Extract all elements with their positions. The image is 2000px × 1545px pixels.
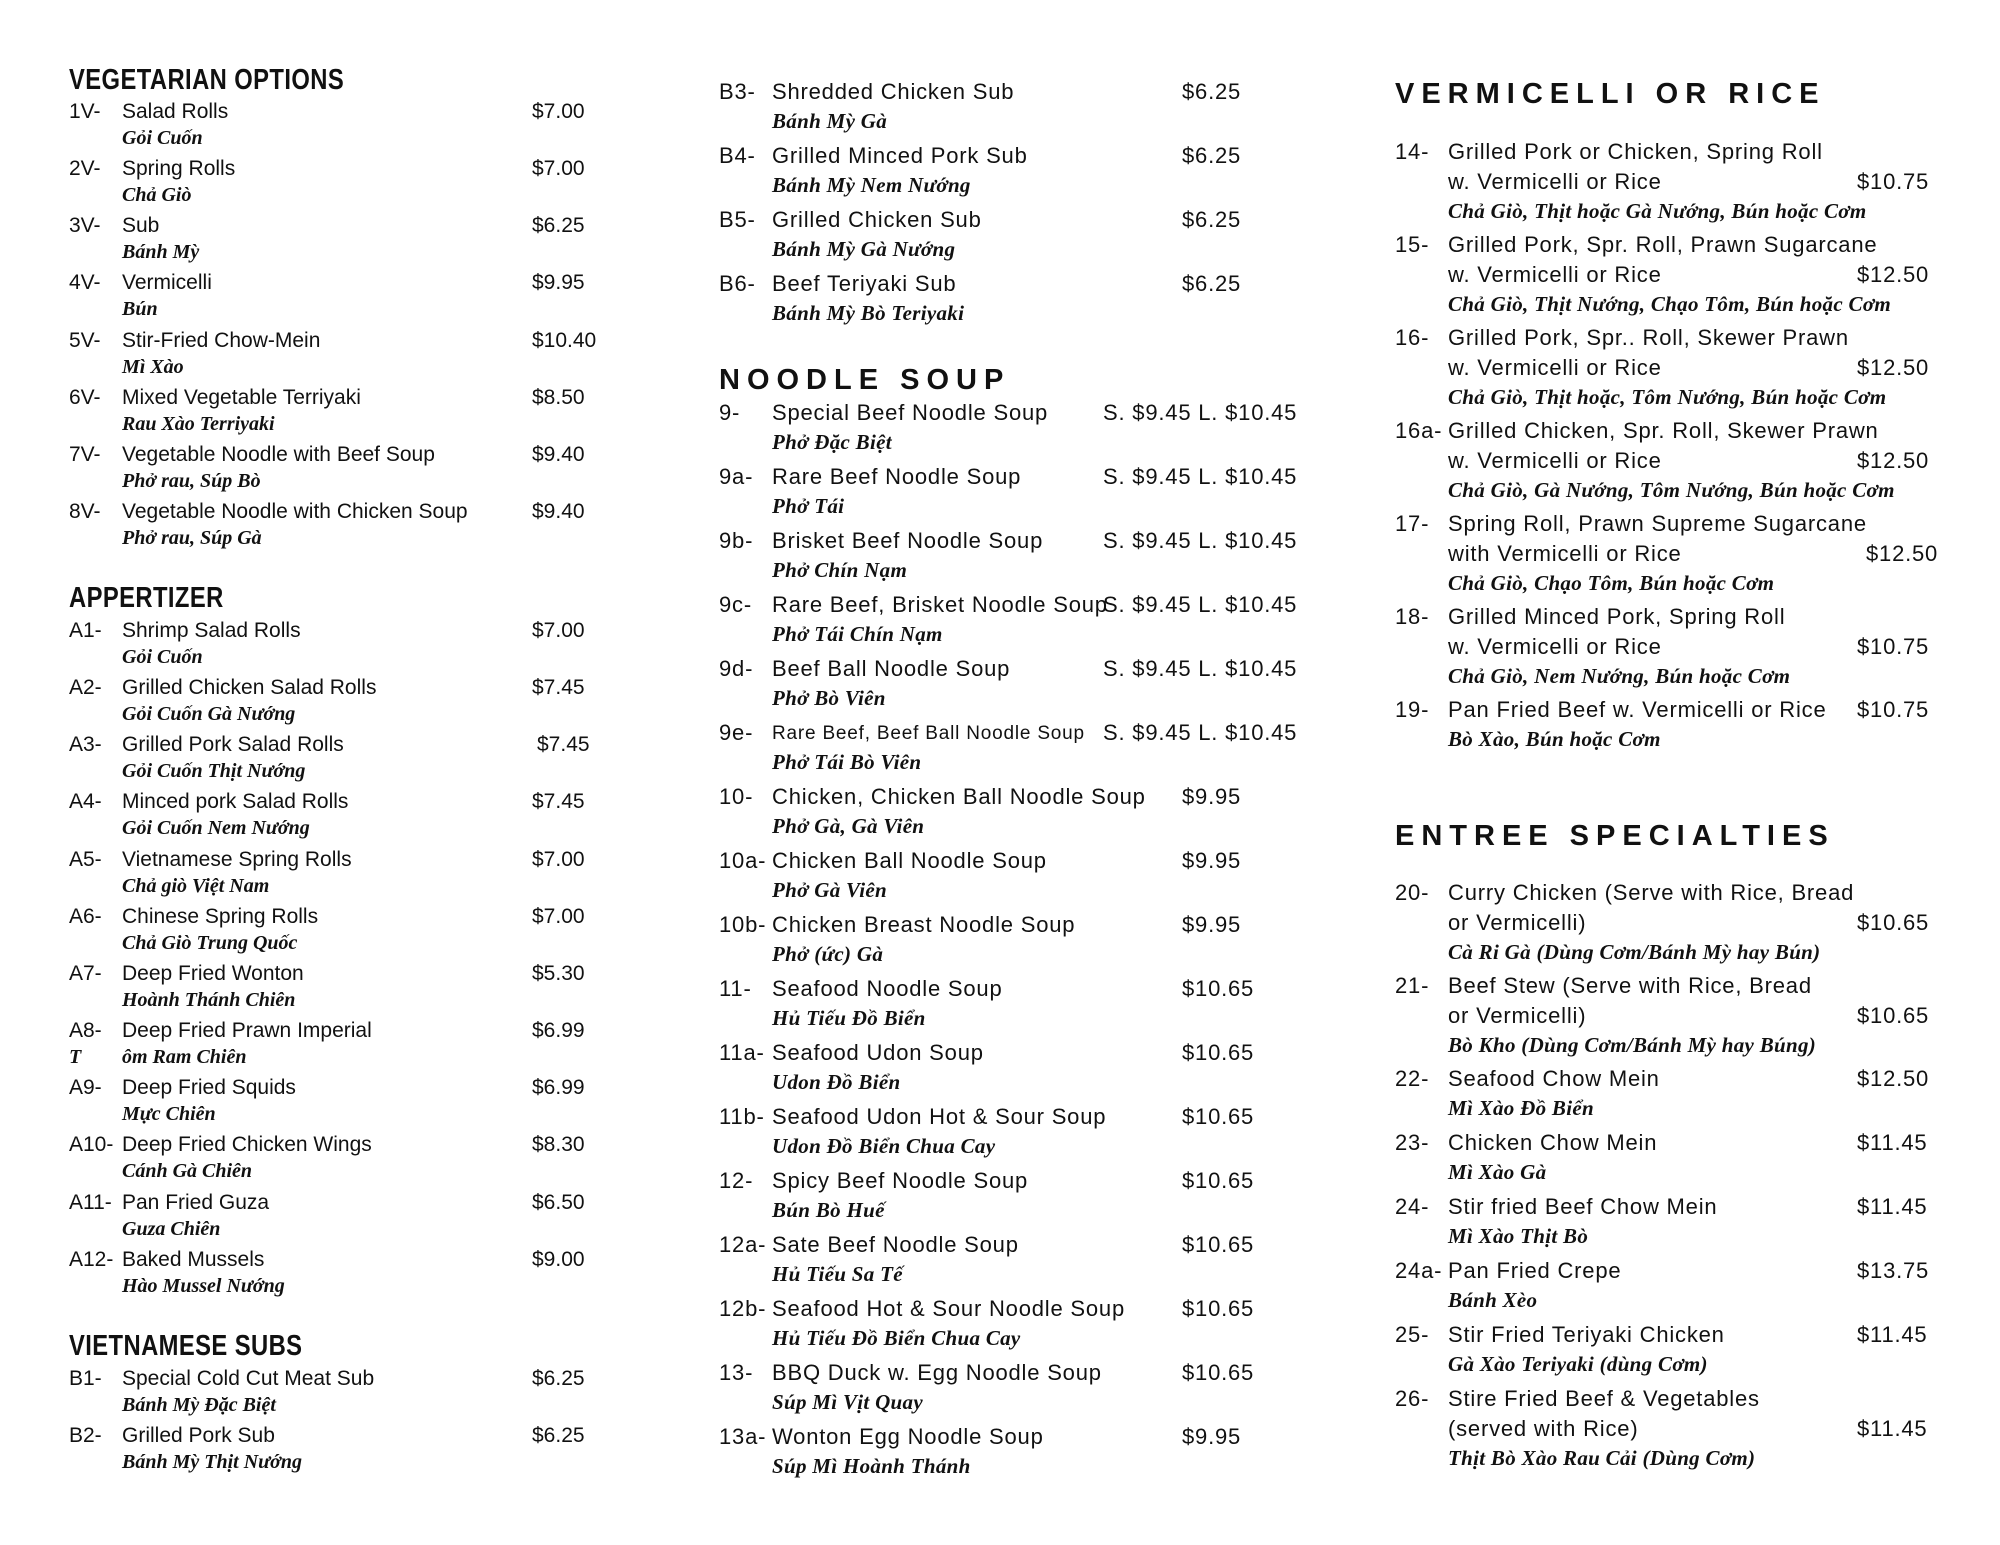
item-vietnamese-name: Bánh Mỳ Bò Teriyaki bbox=[772, 301, 965, 325]
item-name: Grilled Chicken Sub bbox=[772, 207, 982, 232]
item-number: 10a- bbox=[719, 848, 767, 873]
item-vietnamese-name: Phở (ức) Gà bbox=[772, 942, 884, 966]
item-number: A8- bbox=[69, 1019, 102, 1042]
item-vietnamese-name: Bánh Mỳ Gà Nướng bbox=[772, 237, 956, 261]
item-price: $8.50 bbox=[532, 386, 585, 409]
item-vietnamese-name: Mì Xào Gà bbox=[1448, 1160, 1547, 1184]
item-price: $10.65 bbox=[1182, 1360, 1255, 1385]
item-name: Stire Fried Beef & Vegetables bbox=[1448, 1386, 1760, 1411]
item-vietnamese-name: Bánh Mỳ Đặc Biệt bbox=[122, 1394, 276, 1416]
item-price: $13.75 bbox=[1857, 1258, 1930, 1283]
item-number: 1V- bbox=[69, 100, 101, 123]
item-number: B1- bbox=[69, 1367, 102, 1390]
item-name: Grilled Pork or Chicken, Spring Roll bbox=[1448, 139, 1823, 164]
item-vietnamese-name: Bánh Xèo bbox=[1448, 1288, 1538, 1312]
item-name: Deep Fried Wonton bbox=[122, 962, 304, 985]
item-name: Shredded Chicken Sub bbox=[772, 79, 1015, 104]
item-price: $11.45 bbox=[1857, 1322, 1928, 1347]
item-price: $7.45 bbox=[532, 790, 585, 813]
item-name: Seafood Hot & Sour Noodle Soup bbox=[772, 1296, 1126, 1321]
item-vietnamese-name: Hào Mussel Nướng bbox=[122, 1275, 285, 1297]
item-name: Shrimp Salad Rolls bbox=[122, 619, 301, 642]
item-vietnamese-name: Udon Đồ Biển Chua Cay bbox=[772, 1134, 996, 1158]
item-vietnamese-name: Chả Giò, Thịt Nướng, Chạo Tôm, Bún hoặc Cơm bbox=[1448, 292, 1892, 316]
item-name: Rare Beef, Beef Ball Noodle Soup bbox=[772, 723, 1085, 744]
item-vietnamese-name: Bún bbox=[122, 298, 158, 320]
item-vietnamese-name: Phở Tái Bò Viên bbox=[772, 750, 922, 774]
item-number: 17- bbox=[1395, 511, 1430, 536]
item-vietnamese-name: Súp Mì Vịt Quay bbox=[772, 1390, 923, 1414]
item-number: 12- bbox=[719, 1168, 754, 1193]
item-price: S. $9.45 L. $10.45 bbox=[1103, 464, 1298, 489]
item-name: Chicken Breast Noodle Soup bbox=[772, 912, 1076, 937]
item-price: $10.75 bbox=[1857, 169, 1930, 194]
item-number: 14- bbox=[1395, 139, 1430, 164]
item-price: S. $9.45 L. $10.45 bbox=[1103, 400, 1298, 425]
section-title-noodle-soup: NOODLE SOUP bbox=[719, 364, 1011, 396]
item-number: 21- bbox=[1395, 973, 1430, 998]
item-number: 10b- bbox=[719, 912, 767, 937]
item-vietnamese-name: Chả Giò, Thịt hoặc, Tôm Nướng, Bún hoặc Cơm bbox=[1448, 385, 1887, 409]
item-vietnamese-name: Gà Xào Teriyaki (dùng Cơm) bbox=[1448, 1352, 1708, 1376]
item-name: Mixed Vegetable Terriyaki bbox=[122, 386, 361, 409]
item-vietnamese-name: Thịt Bò Xào Rau Cải (Dùng Cơm) bbox=[1448, 1446, 1756, 1470]
item-price: S. $9.45 L. $10.45 bbox=[1103, 656, 1298, 681]
item-name: Deep Fried Chicken Wings bbox=[122, 1133, 372, 1156]
item-number: 13a- bbox=[719, 1424, 767, 1449]
item-number: 10- bbox=[719, 784, 754, 809]
item-vietnamese-name: Cà Ri Gà (Dùng Cơm/Bánh Mỳ hay Bún) bbox=[1448, 940, 1821, 964]
item-price: $10.65 bbox=[1182, 1296, 1255, 1321]
item-number: 3V- bbox=[69, 214, 101, 237]
item-price: $10.65 bbox=[1182, 1168, 1255, 1193]
item-name: Grilled Pork, Spr.. Roll, Skewer Prawn bbox=[1448, 325, 1849, 350]
item-price: $9.95 bbox=[1182, 848, 1242, 873]
item-vietnamese-name: Hủ Tiếu Sa Tế bbox=[772, 1262, 903, 1286]
item-price: $7.45 bbox=[532, 676, 585, 699]
item-vietnamese-name: Chả Giò, Thịt hoặc Gà Nướng, Bún hoặc Cơm bbox=[1448, 199, 1867, 223]
item-name: Beef Stew (Serve with Rice, Bread bbox=[1448, 973, 1812, 998]
item-name-line-2: w. Vermicelli or Rice bbox=[1448, 634, 1662, 659]
item-price: $7.00 bbox=[532, 157, 585, 180]
item-vietnamese-name: Guza Chiên bbox=[122, 1218, 221, 1240]
item-vietnamese-name: Bánh Mỳ Thịt Nướng bbox=[122, 1451, 302, 1473]
item-name: BBQ Duck w. Egg Noodle Soup bbox=[772, 1360, 1102, 1385]
item-name-line-2: w. Vermicelli or Rice bbox=[1448, 169, 1662, 194]
item-name: Vermicelli bbox=[122, 271, 212, 294]
item-number: 19- bbox=[1395, 697, 1430, 722]
item-number: A7- bbox=[69, 962, 102, 985]
item-price: $12.50 bbox=[1857, 448, 1930, 473]
item-number: 24a- bbox=[1395, 1258, 1443, 1283]
item-name: Seafood Udon Hot & Sour Soup bbox=[772, 1104, 1107, 1129]
item-name: Chicken, Chicken Ball Noodle Soup bbox=[772, 784, 1146, 809]
item-name: Grilled Pork Sub bbox=[122, 1424, 275, 1447]
item-price: $7.00 bbox=[532, 619, 585, 642]
item-name: Spring Roll, Prawn Supreme Sugarcane bbox=[1448, 511, 1867, 536]
item-vietnamese-name: Bánh Mỳ Gà bbox=[772, 109, 888, 133]
item-name: Pan Fried Crepe bbox=[1448, 1258, 1622, 1283]
item-price: $11.45 bbox=[1857, 1194, 1928, 1219]
item-name: Grilled Pork Salad Rolls bbox=[122, 733, 344, 756]
section-title-vegetarian: VEGETARIAN OPTIONS bbox=[69, 64, 345, 96]
item-number: 11b- bbox=[719, 1104, 765, 1129]
section-title-entree-specialties: ENTREE SPECIALTIES bbox=[1395, 820, 1835, 852]
item-number: 9d- bbox=[719, 656, 754, 681]
item-name: Special Beef Noodle Soup bbox=[772, 400, 1049, 425]
item-number: B6- bbox=[719, 271, 756, 296]
item-vietnamese-name: Mì Xào Thịt Bò bbox=[1448, 1224, 1589, 1248]
item-price: $6.25 bbox=[1182, 143, 1242, 168]
item-vietnamese-name: Súp Mì Hoành Thánh bbox=[772, 1454, 971, 1478]
item-vietnamese-name: Mì Xào bbox=[122, 356, 184, 378]
item-number: A10- bbox=[69, 1133, 114, 1156]
item-name: Grilled Pork, Spr. Roll, Prawn Sugarcane bbox=[1448, 232, 1878, 257]
item-vietnamese-name: ôm Ram Chiên bbox=[122, 1046, 247, 1068]
item-price: $6.25 bbox=[532, 214, 585, 237]
item-price: $12.50 bbox=[1857, 262, 1930, 287]
item-number: 15- bbox=[1395, 232, 1430, 257]
item-vietnamese-prefix: T bbox=[69, 1046, 82, 1068]
item-price: $6.25 bbox=[532, 1367, 585, 1390]
item-number: 5V- bbox=[69, 329, 101, 352]
item-name: Minced pork Salad Rolls bbox=[122, 790, 349, 813]
item-number: B4- bbox=[719, 143, 756, 168]
item-number: A1- bbox=[69, 619, 102, 642]
item-number: A9- bbox=[69, 1076, 102, 1099]
item-vietnamese-name: Gỏi Cuốn Nem Nướng bbox=[122, 817, 310, 839]
item-number: 16a- bbox=[1395, 418, 1443, 443]
item-name: Chicken Chow Mein bbox=[1448, 1130, 1658, 1155]
item-name: Seafood Chow Mein bbox=[1448, 1066, 1660, 1091]
item-name: Deep Fried Squids bbox=[122, 1076, 296, 1099]
item-name: Stir fried Beef Chow Mein bbox=[1448, 1194, 1718, 1219]
item-price: $8.30 bbox=[532, 1133, 585, 1156]
item-vietnamese-name: Phở rau, Súp Bò bbox=[122, 470, 261, 492]
item-number: A11- bbox=[69, 1191, 112, 1214]
item-vietnamese-name: Bò Kho (Dùng Cơm/Bánh Mỳ hay Búng) bbox=[1448, 1033, 1817, 1057]
item-vietnamese-name: Chả giò Việt Nam bbox=[122, 875, 270, 897]
item-price: $12.50 bbox=[1866, 541, 1939, 566]
item-price: $5.30 bbox=[532, 962, 585, 985]
item-name: Pan Fried Beef w. Vermicelli or Rice bbox=[1448, 697, 1827, 722]
item-number: 24- bbox=[1395, 1194, 1430, 1219]
item-vietnamese-name: Hủ Tiếu Đồ Biển Chua Cay bbox=[772, 1326, 1021, 1350]
item-name-line-2: with Vermicelli or Rice bbox=[1448, 541, 1682, 566]
item-name: Pan Fried Guza bbox=[122, 1191, 270, 1214]
item-price: $7.00 bbox=[532, 905, 585, 928]
item-name: Chinese Spring Rolls bbox=[122, 905, 319, 928]
item-price: S. $9.45 L. $10.45 bbox=[1103, 720, 1298, 745]
item-vietnamese-name: Chả Giò Trung Quốc bbox=[122, 932, 298, 954]
item-number: 25- bbox=[1395, 1322, 1430, 1347]
item-price: $6.25 bbox=[1182, 207, 1242, 232]
item-price: $11.45 bbox=[1857, 1416, 1928, 1441]
item-name: Salad Rolls bbox=[122, 100, 229, 123]
item-price: $10.65 bbox=[1182, 976, 1255, 1001]
item-number: 9b- bbox=[719, 528, 754, 553]
item-price: $9.40 bbox=[532, 443, 585, 466]
item-vietnamese-name: Phở Tái bbox=[772, 494, 845, 518]
item-number: 7V- bbox=[69, 443, 101, 466]
item-name: Stir Fried Teriyaki Chicken bbox=[1448, 1322, 1725, 1347]
item-name: Rare Beef Noodle Soup bbox=[772, 464, 1022, 489]
item-price: $6.25 bbox=[532, 1424, 585, 1447]
item-price: $9.00 bbox=[532, 1248, 585, 1271]
item-price: $10.75 bbox=[1857, 634, 1930, 659]
item-number: 12a- bbox=[719, 1232, 767, 1257]
item-number: 20- bbox=[1395, 880, 1430, 905]
item-price: $6.50 bbox=[532, 1191, 585, 1214]
item-vietnamese-name: Phở Đặc Biệt bbox=[772, 430, 892, 454]
section-title-vermicelli-or-rice: VERMICELLI OR RICE bbox=[1395, 78, 1826, 110]
item-name: Chicken Ball Noodle Soup bbox=[772, 848, 1047, 873]
item-vietnamese-name: Hoành Thánh Chiên bbox=[122, 989, 296, 1011]
item-vietnamese-name: Chả Giò, Gà Nướng, Tôm Nướng, Bún hoặc Cơm bbox=[1448, 478, 1895, 502]
item-price: $9.95 bbox=[1182, 1424, 1242, 1449]
item-price: $9.95 bbox=[532, 271, 585, 294]
item-number: 6V- bbox=[69, 386, 101, 409]
item-vietnamese-name: Gỏi Cuốn Gà Nướng bbox=[122, 703, 296, 725]
item-name: Seafood Udon Soup bbox=[772, 1040, 984, 1065]
item-number: 2V- bbox=[69, 157, 101, 180]
item-price: $7.45 bbox=[537, 733, 590, 756]
item-name: Stir-Fried Chow-Mein bbox=[122, 329, 321, 352]
item-price: $10.75 bbox=[1857, 697, 1930, 722]
item-price: S. $9.45 L. $10.45 bbox=[1103, 592, 1298, 617]
section-title-vietnamese-subs: VIETNAMESE SUBS bbox=[69, 1330, 303, 1362]
item-price: $10.40 bbox=[532, 329, 597, 352]
item-name-line-2: w. Vermicelli or Rice bbox=[1448, 355, 1662, 380]
item-price: $6.25 bbox=[1182, 79, 1242, 104]
item-number: A6- bbox=[69, 905, 102, 928]
item-number: B2- bbox=[69, 1424, 102, 1447]
item-name: Sub bbox=[122, 214, 160, 237]
item-name: Spring Rolls bbox=[122, 157, 236, 180]
item-name-line-2: or Vermicelli) bbox=[1448, 910, 1587, 935]
item-name: Wonton Egg Noodle Soup bbox=[772, 1424, 1044, 1449]
item-number: A4- bbox=[69, 790, 102, 813]
item-price: $7.00 bbox=[532, 100, 585, 123]
item-name-line-2: w. Vermicelli or Rice bbox=[1448, 262, 1662, 287]
item-name: Seafood Noodle Soup bbox=[772, 976, 1003, 1001]
item-vietnamese-name: Gỏi Cuốn bbox=[122, 127, 203, 149]
item-vietnamese-name: Chả Giò, Chạo Tôm, Bún hoặc Cơm bbox=[1448, 571, 1775, 595]
item-price: $6.99 bbox=[532, 1076, 585, 1099]
item-name-line-2: w. Vermicelli or Rice bbox=[1448, 448, 1662, 473]
item-number: 11- bbox=[719, 976, 752, 1001]
item-name: Rare Beef, Brisket Noodle Soup bbox=[772, 592, 1108, 617]
item-price: $10.65 bbox=[1857, 1003, 1930, 1028]
item-name: Brisket Beef Noodle Soup bbox=[772, 528, 1044, 553]
item-name: Grilled Minced Pork Sub bbox=[772, 143, 1028, 168]
item-vietnamese-name: Hủ Tiếu Đồ Biển bbox=[772, 1006, 926, 1030]
item-name: Vegetable Noodle with Chicken Soup bbox=[122, 500, 468, 523]
item-number: 11a- bbox=[719, 1040, 765, 1065]
item-name: Grilled Chicken Salad Rolls bbox=[122, 676, 377, 699]
item-vietnamese-name: Phở Gà Viên bbox=[772, 878, 887, 902]
item-number: A5- bbox=[69, 848, 102, 871]
item-vietnamese-name: Gỏi Cuốn bbox=[122, 646, 203, 668]
item-name: Baked Mussels bbox=[122, 1248, 265, 1271]
item-number: 9- bbox=[719, 400, 741, 425]
item-price: $12.50 bbox=[1857, 1066, 1930, 1091]
item-vietnamese-name: Chả Giò, Nem Nướng, Bún hoặc Cơm bbox=[1448, 664, 1791, 688]
item-price: $11.45 bbox=[1857, 1130, 1928, 1155]
item-price: $10.65 bbox=[1182, 1104, 1255, 1129]
item-price: $9.95 bbox=[1182, 912, 1242, 937]
item-number: 23- bbox=[1395, 1130, 1430, 1155]
item-name: Sate Beef Noodle Soup bbox=[772, 1232, 1019, 1257]
item-vietnamese-name: Rau Xào Terriyaki bbox=[122, 413, 275, 435]
item-name: Vegetable Noodle with Beef Soup bbox=[122, 443, 435, 466]
item-price: $9.40 bbox=[532, 500, 585, 523]
item-vietnamese-name: Mực Chiên bbox=[122, 1103, 216, 1125]
item-number: B5- bbox=[719, 207, 756, 232]
item-vietnamese-name: Chả Giò bbox=[122, 184, 192, 206]
item-number: 4V- bbox=[69, 271, 101, 294]
item-vietnamese-name: Bánh Mỳ bbox=[122, 241, 200, 263]
item-name: Curry Chicken (Serve with Rice, Bread bbox=[1448, 880, 1855, 905]
item-number: 26- bbox=[1395, 1386, 1430, 1411]
item-price: $6.25 bbox=[1182, 271, 1242, 296]
item-price: $9.95 bbox=[1182, 784, 1242, 809]
item-price: $10.65 bbox=[1182, 1232, 1255, 1257]
item-number: A3- bbox=[69, 733, 102, 756]
item-price: $7.00 bbox=[532, 848, 585, 871]
item-vietnamese-name: Phở Gà, Gà Viên bbox=[772, 814, 925, 838]
item-price: $10.65 bbox=[1182, 1040, 1255, 1065]
item-number: 22- bbox=[1395, 1066, 1430, 1091]
section-title-appetizer: APPERTIZER bbox=[69, 582, 224, 614]
item-number: B3- bbox=[719, 79, 756, 104]
item-vietnamese-name: Gỏi Cuốn Thịt Nướng bbox=[122, 760, 306, 782]
item-vietnamese-name: Phở Tái Chín Nạm bbox=[772, 622, 943, 646]
item-vietnamese-name: Udon Đồ Biển bbox=[772, 1070, 901, 1094]
item-number: 13- bbox=[719, 1360, 754, 1385]
item-number: 8V- bbox=[69, 500, 101, 523]
item-name-line-2: (served with Rice) bbox=[1448, 1416, 1639, 1441]
item-name: Beef Teriyaki Sub bbox=[772, 271, 957, 296]
item-number: 12b- bbox=[719, 1296, 767, 1321]
item-name: Special Cold Cut Meat Sub bbox=[122, 1367, 375, 1390]
item-number: A2- bbox=[69, 676, 102, 699]
item-number: A12- bbox=[69, 1248, 114, 1271]
item-vietnamese-name: Bún Bò Huế bbox=[772, 1198, 885, 1222]
item-name: Spicy Beef Noodle Soup bbox=[772, 1168, 1029, 1193]
item-name: Vietnamese Spring Rolls bbox=[122, 848, 352, 871]
item-name: Grilled Chicken, Spr. Roll, Skewer Prawn bbox=[1448, 418, 1879, 443]
item-vietnamese-name: Bò Xào, Bún hoặc Cơm bbox=[1448, 727, 1661, 751]
item-price: $6.99 bbox=[532, 1019, 585, 1042]
item-number: 18- bbox=[1395, 604, 1430, 629]
item-name-line-2: or Vermicelli) bbox=[1448, 1003, 1587, 1028]
item-vietnamese-name: Mì Xào Đồ Biển bbox=[1448, 1096, 1594, 1120]
item-name: Beef Ball Noodle Soup bbox=[772, 656, 1011, 681]
item-number: 9c- bbox=[719, 592, 752, 617]
item-price: $12.50 bbox=[1857, 355, 1930, 380]
item-price: $10.65 bbox=[1857, 910, 1930, 935]
item-price: S. $9.45 L. $10.45 bbox=[1103, 528, 1298, 553]
item-name: Grilled Minced Pork, Spring Roll bbox=[1448, 604, 1786, 629]
item-vietnamese-name: Phở Chín Nạm bbox=[772, 558, 908, 582]
item-vietnamese-name: Phở rau, Súp Gà bbox=[122, 527, 262, 549]
item-number: 9e- bbox=[719, 720, 754, 745]
item-vietnamese-name: Cánh Gà Chiên bbox=[122, 1160, 253, 1182]
item-name: Deep Fried Prawn Imperial bbox=[122, 1019, 372, 1042]
item-number: 9a- bbox=[719, 464, 754, 489]
item-vietnamese-name: Bánh Mỳ Nem Nướng bbox=[772, 173, 971, 197]
item-number: 16- bbox=[1395, 325, 1430, 350]
item-vietnamese-name: Phở Bò Viên bbox=[772, 686, 886, 710]
